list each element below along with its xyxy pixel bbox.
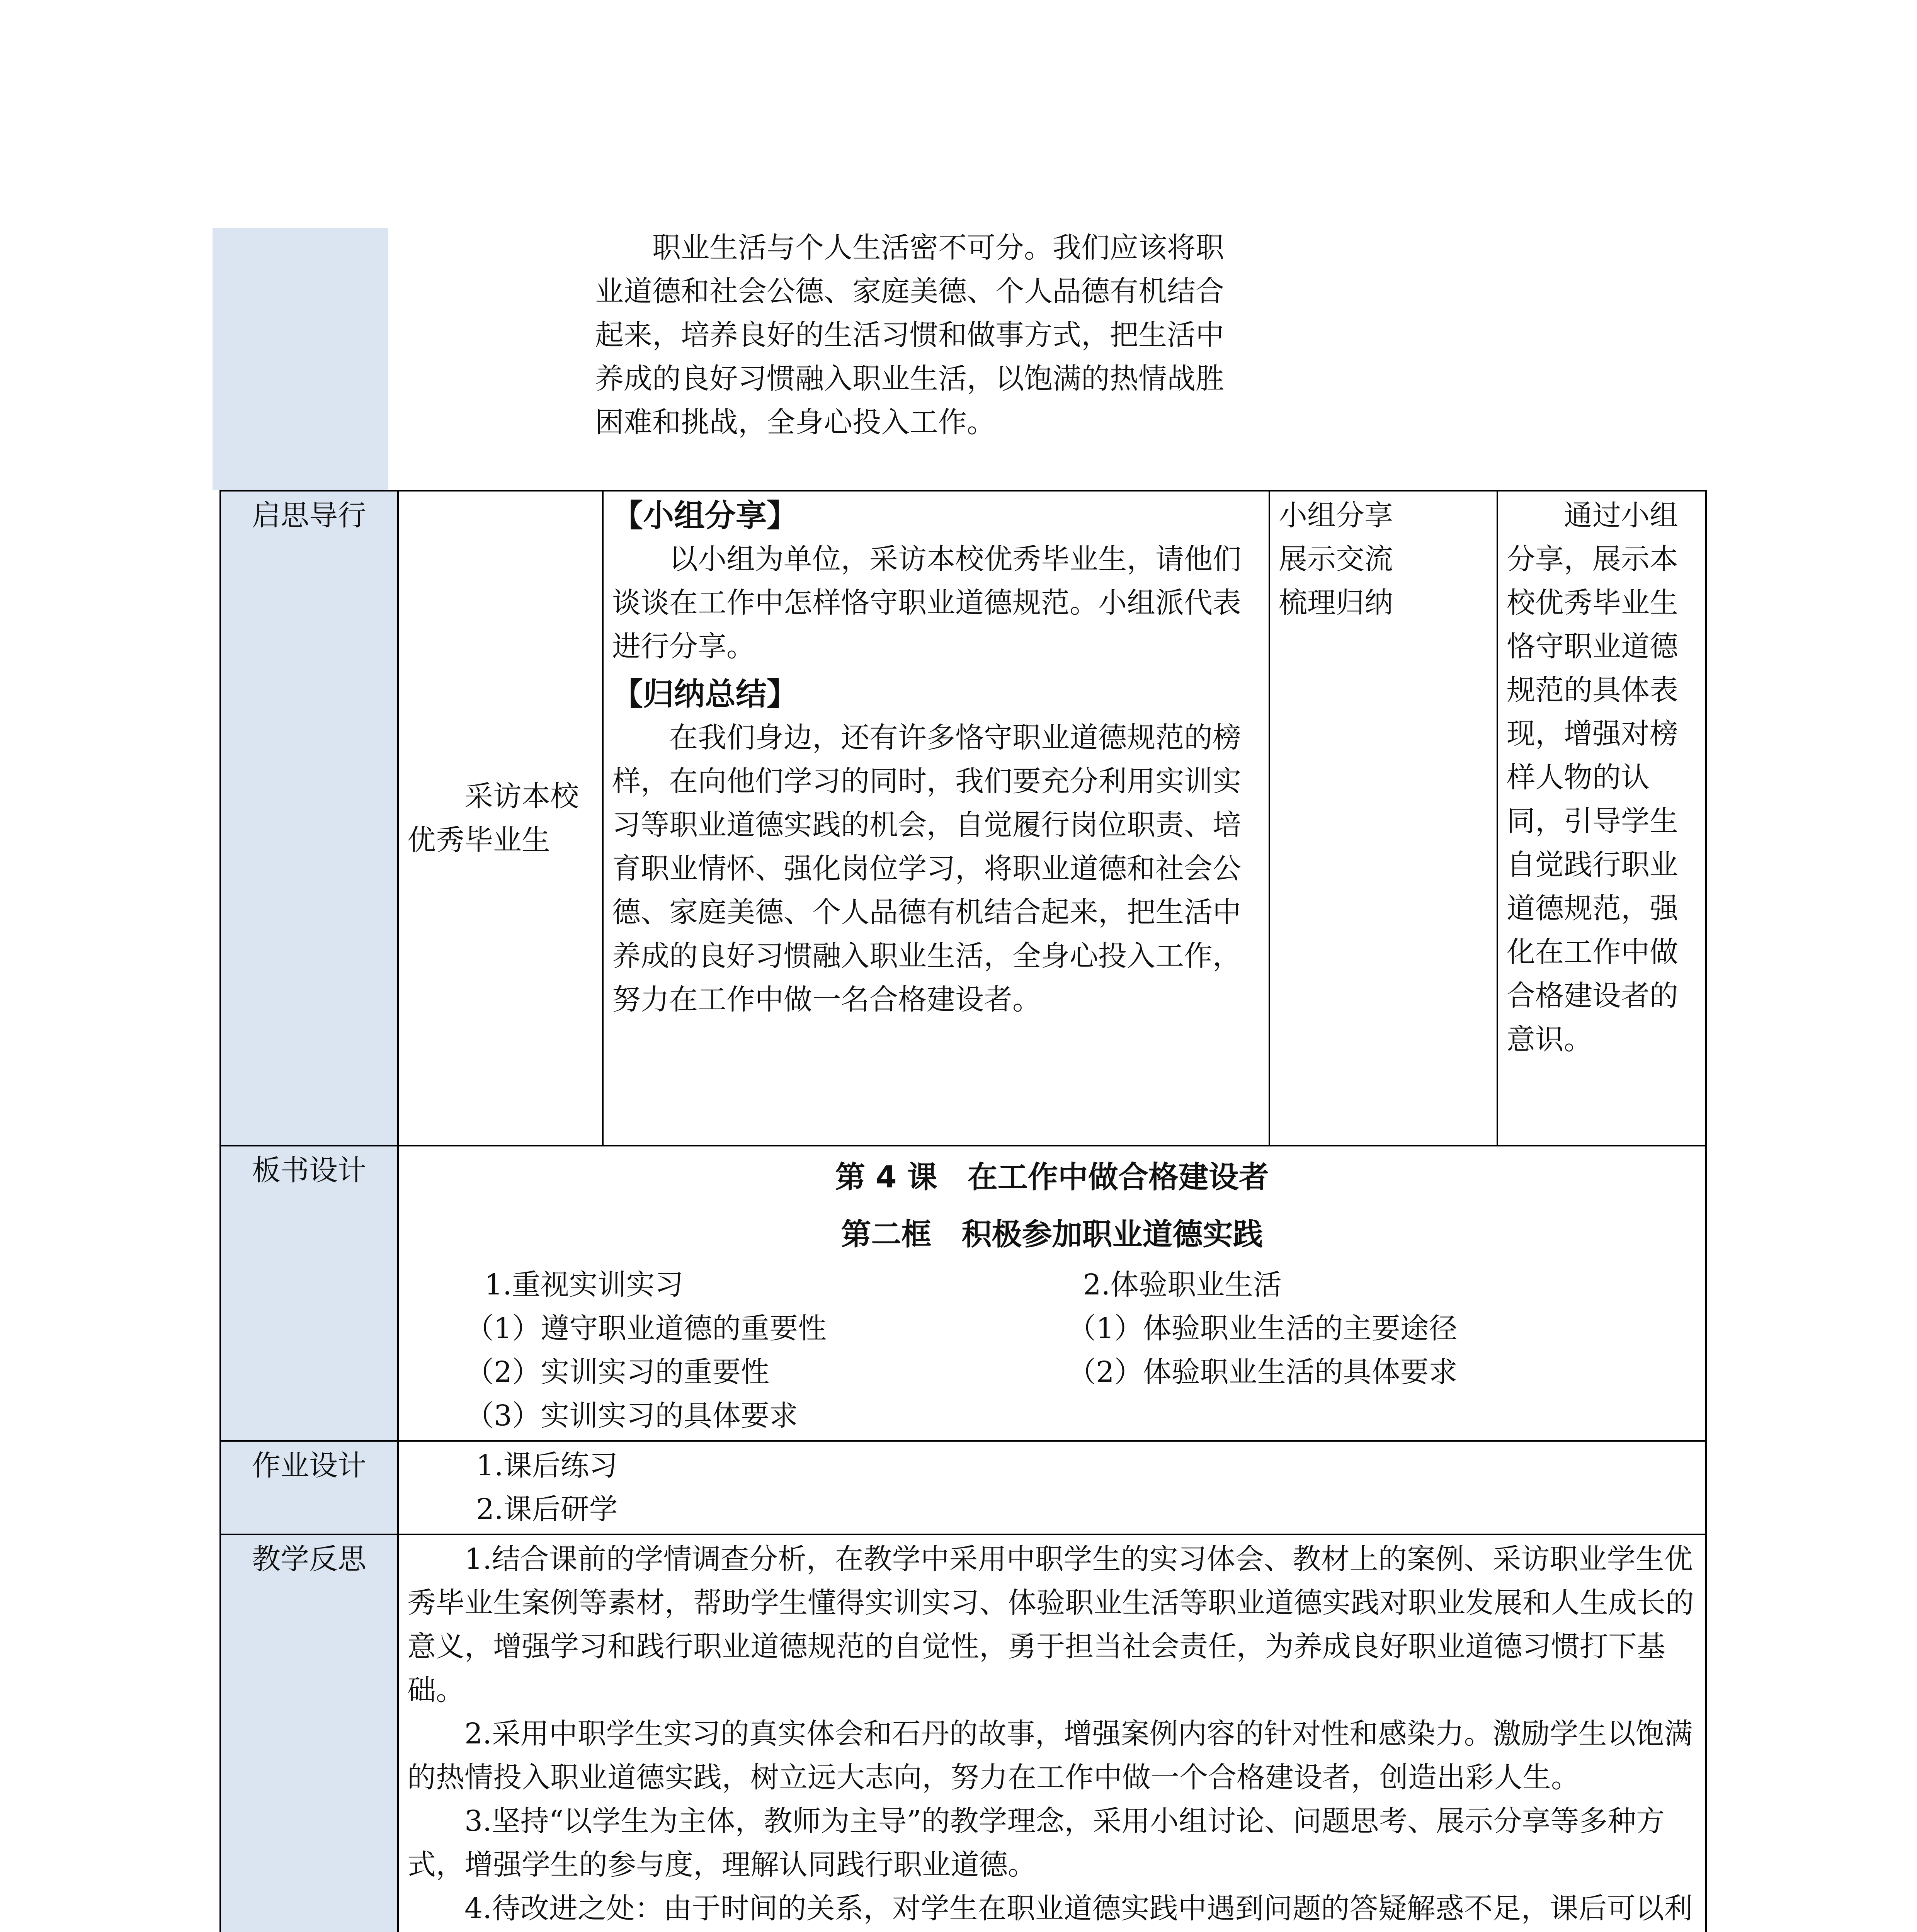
board-right-column bbox=[1052, 1263, 1697, 1438]
summary-heading: 【归纳总结】 bbox=[612, 676, 798, 712]
qisi-student-activity bbox=[1269, 491, 1497, 1146]
board-left-item: （2）实训实习的重要性 bbox=[465, 1355, 770, 1389]
board-left-item: （3）实训实习的具体要求 bbox=[465, 1399, 798, 1432]
group-share-heading: 【小组分享】 bbox=[612, 498, 798, 534]
board-left-item: （1）遵守职业道德的重要性 bbox=[465, 1312, 827, 1345]
lesson-plan-table bbox=[219, 490, 1707, 1932]
homework-label: 作业设计 bbox=[220, 1441, 398, 1534]
homework-row bbox=[220, 1441, 1706, 1534]
qisi-label: 启思导行 bbox=[220, 491, 398, 1146]
reflection-row bbox=[220, 1534, 1706, 1932]
board-title-lesson: 第 4 课 在工作中做合格建设者 bbox=[835, 1160, 1269, 1195]
board-right-heading: 2.体验职业生活 bbox=[1083, 1268, 1282, 1301]
reflection-content bbox=[398, 1534, 1706, 1932]
continuation-paragraph: 职业生活与个人生活密不可分。我们应该将职业道德和社会公德、家庭美德、个人品德有机结合起来，培养良好的生活习惯和做事方式，把生活中养成的良好习惯融入职业生活，以饱满的热情战胜困难和挑战，全身心投入工作。 bbox=[595, 231, 1224, 439]
board-left-heading: 1.重视实训实习 bbox=[485, 1268, 684, 1301]
student-activity-line: 梳理归纳 bbox=[1279, 586, 1393, 619]
student-activity-line: 小组分享 bbox=[1279, 499, 1393, 532]
board-right-item: （1）体验职业生活的主要途径 bbox=[1067, 1312, 1458, 1345]
homework-content bbox=[398, 1441, 1706, 1534]
board-title-section: 第二框 积极参加职业道德实践 bbox=[841, 1217, 1263, 1252]
summary-text: 在我们身边，还有许多恪守职业道德规范的榜样，在向他们学习的同时，我们要充分利用实训实习等职业道德实践的机会，自觉履行岗位职责、培育职业情怀、强化岗位学习，将职业道德和社会公德、家庭美德、个人品德有机结合起来，把生活中养成的良好习惯融入职业生活，全身心投入工作，努力在工作中做一名合格建设者。 bbox=[612, 721, 1241, 1016]
reflection-paragraph: 2.采用中职学生实习的真实体会和石丹的故事，增强案例内容的针对性和感染力。激励学生以饱满的热情投入职业道德实践，树立远大志向，努力在工作中做一个合格建设者，创造出彩人生。 bbox=[407, 1717, 1693, 1794]
homework-item: 1.课后练习 bbox=[476, 1449, 618, 1482]
board-label: 板书设计 bbox=[220, 1146, 398, 1441]
reflection-label: 教学反思 bbox=[220, 1534, 398, 1932]
continuation-label-shade bbox=[213, 228, 388, 490]
board-content bbox=[398, 1146, 1706, 1441]
reflection-paragraph: 4.待改进之处：由于时间的关系，对学生在职业道德实践中遇到问题的答疑解惑不足，课后可以利 bbox=[464, 1892, 1693, 1925]
reflection-paragraph: 3.坚持“以学生为主体，教师为主导”的教学理念，采用小组讨论、问题思考、展示分享等多种方式，增强学生的参与度，理解认同践行职业道德。 bbox=[407, 1804, 1665, 1881]
qisi-row bbox=[220, 491, 1706, 1146]
qisi-content bbox=[603, 491, 1269, 1146]
board-left-column bbox=[407, 1263, 1052, 1438]
qisi-design-intent: 通过小组分享，展示本校优秀毕业生恪守职业道德规范的具体表现，增强对榜样人物的认同，引导学生自觉践行职业道德规范，强化在工作中做合格建设者的意识。 bbox=[1497, 491, 1706, 1146]
homework-item: 2.课后研学 bbox=[476, 1493, 618, 1526]
group-share-text: 以小组为单位，采访本校优秀毕业生，请他们谈谈在工作中怎样恪守职业道德规范。小组派代表进行分享。 bbox=[612, 543, 1241, 663]
board-columns bbox=[407, 1263, 1697, 1438]
reflection-paragraph: 1.结合课前的学情调查分析，在教学中采用中职学生的实习体会、教材上的案例、采访职业学生优秀毕业生案例等素材，帮助学生懂得实训实习、体验职业生活等职业道德实践对职业发展和人生成长的意义，增强学习和践行职业道德规范的自觉性，勇于担当社会责任，为养成良好职业道德习惯打下基础。 bbox=[407, 1543, 1694, 1707]
qisi-teacher-activity: 采访本校优秀毕业生 bbox=[398, 491, 603, 1146]
student-activity-line: 展示交流 bbox=[1279, 543, 1393, 576]
board-row bbox=[220, 1146, 1706, 1441]
board-right-item: （2）体验职业生活的具体要求 bbox=[1067, 1355, 1458, 1389]
